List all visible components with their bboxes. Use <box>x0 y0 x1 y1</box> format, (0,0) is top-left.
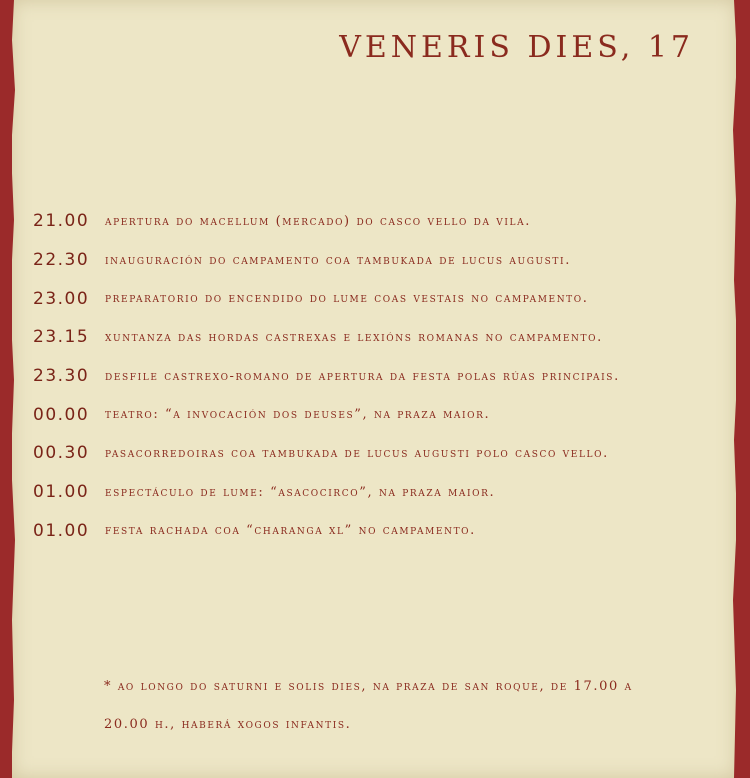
page-title: VENERIS DIES, 17 <box>339 30 694 65</box>
schedule-row <box>33 473 733 512</box>
event-description: xuntanza das hordas castrexas e lexións romanas no campamento. <box>105 329 603 345</box>
footnote-line: * ao longo do saturni e solis dies, na praza de san roque, de 17.00 a <box>104 679 633 694</box>
schedule-row <box>33 512 733 551</box>
event-time: 23.30 <box>33 366 90 387</box>
event-description: preparatorio do encendido do lume coas vestais no campamento. <box>105 291 589 307</box>
event-time: 00.30 <box>33 443 90 464</box>
event-description: espectáculo de lume: “asacocirco”, na praza maior. <box>105 484 496 500</box>
schedule-row <box>33 279 733 318</box>
event-description: teatro: “a invocación dos deuses”, na praza maior. <box>105 407 491 423</box>
footnote-line: 20.00 h., haberá xogos infantis. <box>104 717 352 732</box>
torn-edge-left <box>8 0 18 778</box>
schedule-row <box>33 395 733 434</box>
schedule-row <box>33 434 733 473</box>
event-time: 21.00 <box>33 211 90 232</box>
event-time: 22.30 <box>33 250 90 271</box>
event-time: 23.15 <box>33 327 90 348</box>
schedule-row <box>33 357 733 396</box>
event-time: 00.00 <box>33 404 90 425</box>
schedule-row <box>33 241 733 280</box>
schedule-row <box>33 318 733 357</box>
footnote <box>104 668 704 744</box>
schedule-list <box>33 202 733 550</box>
event-description: desfile castrexo-romano de apertura da festa polas rúas principais. <box>105 368 620 384</box>
event-time: 01.00 <box>33 520 90 541</box>
schedule-row <box>33 202 733 241</box>
event-description: inauguración do campamento coa tambukada de lucus augusti. <box>105 252 571 268</box>
event-time: 23.00 <box>33 288 90 309</box>
event-description: pasacorredoiras coa tambukada de lucus augusti polo casco vello. <box>105 445 609 461</box>
event-description: festa rachada coa “charanga xl” no campamento. <box>105 523 476 539</box>
event-description: apertura do macellum (mercado) do casco vello da vila. <box>105 213 531 229</box>
event-time: 01.00 <box>33 482 90 503</box>
